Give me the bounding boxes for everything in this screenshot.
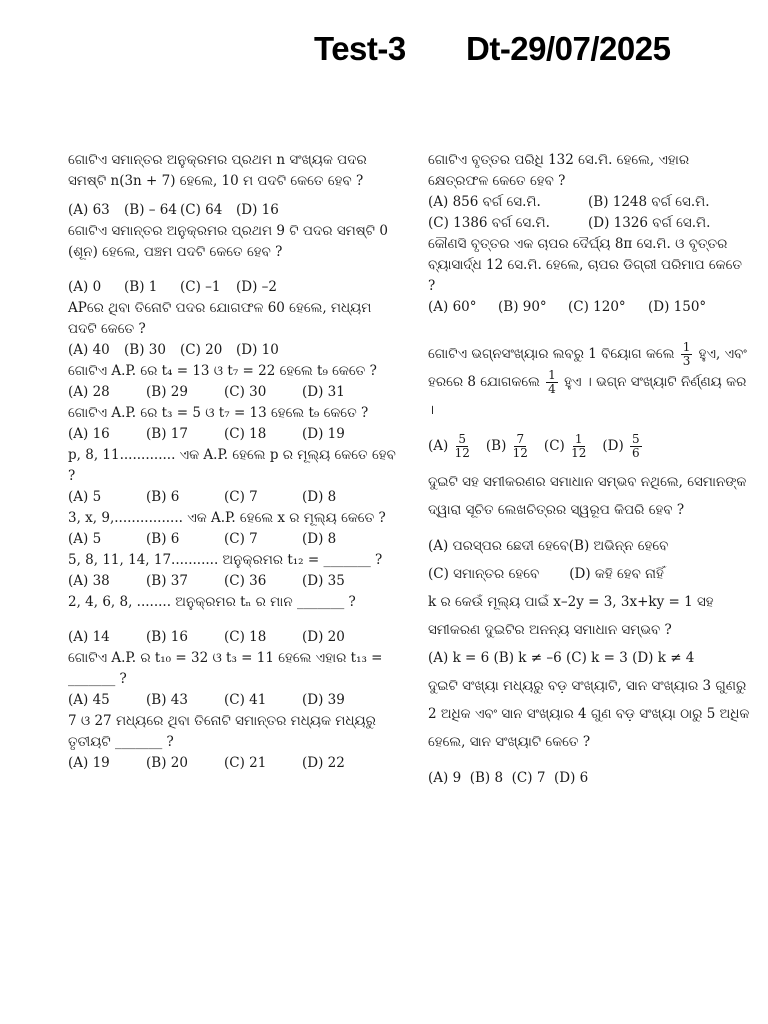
options: (A) k = 6 (B) k ≠ –6 (C) k = 3 (D) k ≠ 4 bbox=[428, 650, 695, 666]
right-column bbox=[428, 150, 753, 792]
option-c: (C) 1386 ବର୍ଗ ସେ.ମି. bbox=[428, 215, 550, 231]
question-text: 3, x, 9,................ ଏକ A.P. ହେଲେ x ର ମୂଲ୍ୟ କେତେ ? bbox=[68, 510, 386, 526]
question-7 bbox=[68, 508, 398, 550]
question-8 bbox=[68, 550, 398, 592]
question-text: ଦୁଇଟି ସଂଖ୍ୟା ମଧ୍ୟରୁ ବଡ଼ ସଂଖ୍ୟାଟି, ସାନ ସଂଖ୍ୟାର 3 ଗୁଣରୁ 2 ଅଧିକ ଏବଂ ସାନ ସଂଖ୍ୟାର 4 ଗୁଣ ବଡ଼ ସଂଖ୍ୟା ଠାରୁ 5 ଅଧିକ ହେଲେ, ସାନ ସଂଖ୍ୟାଟି କେତେ ? bbox=[428, 678, 750, 750]
option-b: (B) 1 bbox=[124, 279, 158, 295]
option-a-b: (A) ପରସ୍ପର ଛେଦୀ ହେବେ(B) ଅଭିନ୍ନ ହେବେ bbox=[428, 538, 669, 554]
option-d: (D) $\frac{5}{6}$ bbox=[602, 432, 640, 460]
question-text: ଦୁଇଟି ସହ ସମୀକରଣର ସମାଧାନ ସମ୍ଭବ ନଥିଲେ, ସେମାନଙ୍କ ଦ୍ୱାରା ସୂଚିତ ଲେଖଚିତ୍ରର ସ୍ୱରୂପ କିପରି ହେବ ? bbox=[428, 474, 747, 518]
option-b: (B) 6 bbox=[146, 531, 180, 547]
option-c: (C) 41 bbox=[224, 692, 267, 708]
question-text-end: ହୁଏ । ଭଗ୍ନ ସଂଖ୍ୟାଟି ନିର୍ଣ୍ଣୟ କର । bbox=[428, 374, 747, 418]
option-a: (A) 19 bbox=[68, 755, 110, 771]
option-c: (C) 18 bbox=[224, 426, 267, 442]
option-d: (D) 22 bbox=[302, 755, 345, 771]
option-b: (B) 43 bbox=[146, 692, 188, 708]
question-text: ଗୋଟିଏ A.P. ରେ t₃ = 5 ଓ t₇ = 13 ହେଲେ t₉ କେତେ ? bbox=[68, 405, 369, 421]
option-d: (D) 1326 ବର୍ଗ ସେ.ମି. bbox=[588, 215, 711, 231]
question-2 bbox=[68, 221, 398, 298]
question-text: କୌଣସି ବୃତ୍ତର ଏକ ଚାପର ଦୈର୍ଘ୍ୟ 8π ସେ.ମି. ଓ ବୃତ୍ତର ବ୍ୟାସାର୍ଦ୍ଧ 12 ସେ.ମି. ହେଲେ, ଚାପର ଡିଗ୍ରୀ ପରିମାପ କେତେ ? bbox=[428, 236, 742, 294]
question-6 bbox=[68, 445, 398, 508]
option-b: (B) 16 bbox=[146, 629, 188, 645]
question-text-cont: ହୁଏ, ଏବଂ ହରରେ 8 ଯୋଗକଲେ bbox=[428, 346, 747, 390]
option-d: (D) 39 bbox=[302, 692, 345, 708]
question-13 bbox=[428, 234, 753, 318]
option-a: (A) 40 bbox=[68, 342, 110, 358]
page-header bbox=[0, 30, 768, 80]
option-d: (D) 20 bbox=[302, 629, 345, 645]
question-text: 2, 4, 6, 8, ........ ଅନୁକ୍ରମର tₙ ର ମାନ _______ ? bbox=[68, 594, 356, 610]
question-text: APରେ ଥିବା ତିନୋଟି ପଦର ଯୋଗଫଳ 60 ହେଲେ, ମଧ୍ୟମ ପଦଟି କେତେ ? bbox=[68, 300, 372, 337]
option-a: (A) $\frac{5}{12}$ bbox=[428, 432, 470, 460]
question-text: ଗୋଟିଏ A.P. ରେ t₄ = 13 ଓ t₇ = 22 ହେଲେ t₉ କେତେ ? bbox=[68, 363, 377, 379]
option-c: (C) 64 bbox=[180, 202, 223, 218]
question-text: 5, 8, 11, 14, 17........... ଅନୁକ୍ରମର t₁₂ = _______ ? bbox=[68, 552, 383, 568]
option-d: (D) 8 bbox=[302, 489, 337, 505]
question-1 bbox=[68, 150, 398, 221]
option-a: (A) 28 bbox=[68, 384, 110, 400]
option-a: (A) 856 ବର୍ଗ ସେ.ମି. bbox=[428, 194, 541, 210]
option-a: (A) 5 bbox=[68, 489, 102, 505]
option-b: (B) 30 bbox=[124, 342, 166, 358]
option-b: (B) 37 bbox=[146, 573, 188, 589]
option-b: (B) 20 bbox=[146, 755, 188, 771]
fraction-one-third: $\frac{1}{3}$ bbox=[682, 340, 691, 368]
option-c: (C) 120° bbox=[568, 299, 626, 315]
option-c-d: (C) ସମାନ୍ତର ହେବେ (D) କହି ହେବ ନାହିଁ bbox=[428, 566, 664, 582]
question-text: 7 ଓ 27 ମଧ୍ୟରେ ଥିବା ତିନୋଟି ସମାନ୍ତର ମଧ୍ୟକ ମଧ୍ୟରୁ ତୃତୀୟଟି _______ ? bbox=[68, 713, 376, 750]
question-text: ଗୋଟିଏ ସମାନ୍ତର ଅନୁକ୍ରମର ପ୍ରଥମ n ସଂଖ୍ୟକ ପଦର ସମଷ୍ଟି n(3n + 7) ହେଲେ, 10 ମ ପଦଟି କେତେ ହେବ ? bbox=[68, 152, 367, 189]
option-a: (A) 0 bbox=[68, 279, 102, 295]
question-3 bbox=[68, 298, 398, 361]
option-a: (A) 38 bbox=[68, 573, 110, 589]
option-b: (B) 29 bbox=[146, 384, 188, 400]
option-d: (D) 150° bbox=[648, 299, 707, 315]
test-date: Dt-29/07/2025 bbox=[466, 30, 671, 67]
option-c: (C) 36 bbox=[224, 573, 267, 589]
option-c: (C) 7 bbox=[224, 531, 258, 547]
question-14 bbox=[428, 340, 753, 460]
question-10 bbox=[68, 648, 398, 711]
question-5 bbox=[68, 403, 398, 445]
option-a: (A) 16 bbox=[68, 426, 110, 442]
option-d: (D) –2 bbox=[236, 279, 277, 295]
option-a: (A) 5 bbox=[68, 531, 102, 547]
option-d: (D) 8 bbox=[302, 531, 337, 547]
option-c: (C) 20 bbox=[180, 342, 223, 358]
question-text: ଗୋଟିଏ ଭଗ୍ନସଂଖ୍ୟାର ଲବରୁ 1 ବିୟୋଗ କଲେ bbox=[428, 346, 675, 362]
option-a: (A) 60° bbox=[428, 299, 477, 315]
question-16 bbox=[428, 588, 753, 672]
options: (A) 9 (B) 8 (C) 7 (D) 6 bbox=[428, 770, 589, 786]
option-b: (B) $\frac{7}{12}$ bbox=[485, 432, 528, 460]
question-4 bbox=[68, 361, 398, 403]
question-11 bbox=[68, 711, 398, 774]
question-15 bbox=[428, 468, 753, 588]
option-c: (C) –1 bbox=[180, 279, 221, 295]
option-b: (B) 1248 ବର୍ଗ ସେ.ମି. bbox=[588, 194, 710, 210]
question-9 bbox=[68, 592, 398, 648]
question-text: ଗୋଟିଏ ସମାନ୍ତର ଅନୁକ୍ରମର ପ୍ରଥମ 9 ଟି ପଦର ସମଷ୍ଟି 0 (ଶୂନ) ହେଲେ, ପଞ୍ଚମ ପଦଟି କେତେ ହେବ ? bbox=[68, 223, 388, 260]
option-c: (C) $\frac{1}{12}$ bbox=[543, 432, 587, 460]
option-d: (D) 10 bbox=[236, 342, 279, 358]
test-title: Test-3 bbox=[314, 30, 406, 67]
option-c: (C) 18 bbox=[224, 629, 267, 645]
option-d: (D) 35 bbox=[302, 573, 345, 589]
option-a: (A) 14 bbox=[68, 629, 110, 645]
question-text: ଗୋଟିଏ A.P. ର t₁₀ = 32 ଓ t₃ = 11 ହେଲେ ଏହାର t₁₃ = _______ ? bbox=[68, 650, 383, 687]
option-b: (B) 17 bbox=[146, 426, 188, 442]
question-text: ଗୋଟିଏ ବୃତ୍ତର ପରିଧି 132 ସେ.ମି. ହେଲେ, ଏହାର କ୍ଷେତ୍ରଫଳ କେତେ ହେବ ? bbox=[428, 152, 690, 189]
option-c: (C) 21 bbox=[224, 755, 267, 771]
question-text: p, 8, 11............. ଏକ A.P. ହେଲେ p ର ମୂଲ୍ୟ କେତେ ହେବ ? bbox=[68, 447, 396, 484]
left-column bbox=[68, 150, 398, 774]
option-b: (B) 6 bbox=[146, 489, 180, 505]
option-c: (C) 30 bbox=[224, 384, 267, 400]
option-b: (B) – 64 bbox=[124, 202, 177, 218]
option-d: (D) 16 bbox=[236, 202, 279, 218]
option-b: (B) 90° bbox=[498, 299, 547, 315]
question-12 bbox=[428, 150, 753, 234]
question-text: k ର କେଉଁ ମୂଲ୍ୟ ପାଇଁ x–2y = 3, 3x+ky = 1 ସହ ସମୀକରଣ ଦୁଇଟିର ଅନନ୍ୟ ସମାଧାନ ସମ୍ଭବ ? bbox=[428, 594, 714, 638]
fraction-one-fourth: $\frac{1}{4}$ bbox=[548, 368, 556, 396]
option-d: (D) 31 bbox=[302, 384, 345, 400]
option-d: (D) 19 bbox=[302, 426, 345, 442]
option-a: (A) 63 bbox=[68, 202, 110, 218]
question-17 bbox=[428, 672, 753, 792]
option-a: (A) 45 bbox=[68, 692, 110, 708]
option-c: (C) 7 bbox=[224, 489, 258, 505]
